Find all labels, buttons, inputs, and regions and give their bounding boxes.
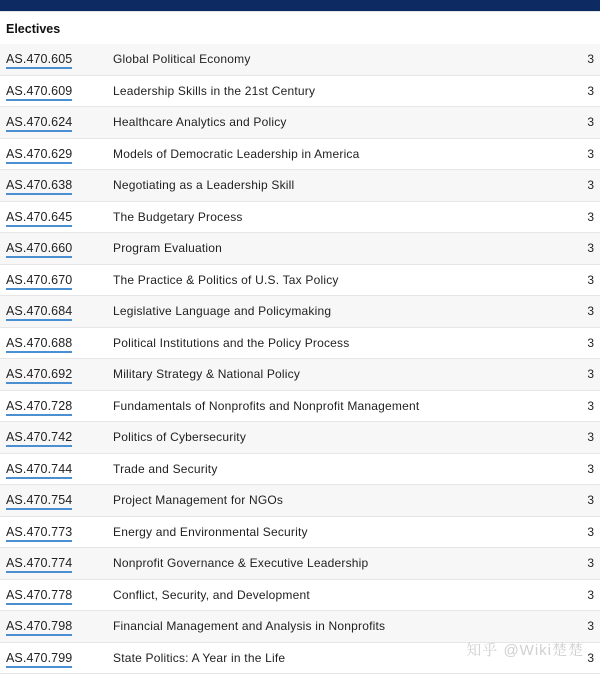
section-heading [0,12,600,46]
course-credits: 3 [587,115,594,130]
course-credits: 3 [587,272,594,287]
course-code-cell [0,210,108,224]
course-title: Conflict, Security, and Development [113,587,310,602]
course-code-link[interactable]: AS.470.799 [6,651,72,668]
course-code-cell [0,525,108,539]
course-credits: 3 [587,556,594,571]
course-credits: 3 [587,178,594,193]
course-code-link[interactable]: AS.470.742 [6,430,72,447]
section-heading-label: Electives [6,21,61,36]
table-row [0,170,600,202]
course-code-cell [0,588,108,602]
course-code-link[interactable]: AS.470.638 [6,178,72,195]
course-title: The Budgetary Process [113,209,243,224]
course-credits: 3 [587,52,594,67]
table-row [0,548,600,580]
table-row [0,391,600,423]
course-credits: 3 [587,619,594,634]
course-credits: 3 [587,587,594,602]
course-code-cell [0,304,108,318]
course-title: Models of Democratic Leadership in America [113,146,360,161]
course-credits: 3 [587,524,594,539]
course-table [0,44,600,674]
course-title: Political Institutions and the Policy Process [113,335,350,350]
course-code-link[interactable]: AS.470.660 [6,241,72,258]
course-title: Energy and Environmental Security [113,524,308,539]
course-code-link[interactable]: AS.470.778 [6,588,72,605]
course-code-cell [0,556,108,570]
table-row [0,485,600,517]
course-code-cell [0,367,108,381]
course-code-link[interactable]: AS.470.692 [6,367,72,384]
table-row [0,517,600,549]
course-code-link[interactable]: AS.470.744 [6,462,72,479]
course-code-link[interactable]: AS.470.684 [6,304,72,321]
course-credits: 3 [587,493,594,508]
course-title: Military Strategy & National Policy [113,367,301,382]
course-credits: 3 [587,398,594,413]
course-title: Financial Management and Analysis in Nonprofits [113,619,386,634]
course-code-cell [0,399,108,413]
top-bar [0,0,600,12]
course-code-cell [0,178,108,192]
course-credits: 3 [587,430,594,445]
table-row [0,139,600,171]
table-row [0,202,600,234]
course-title: Program Evaluation [113,241,222,256]
course-title: Project Management for NGOs [113,493,284,508]
course-code-link[interactable]: AS.470.773 [6,525,72,542]
course-code-cell [0,651,108,665]
course-code-cell [0,462,108,476]
course-title: Global Political Economy [113,52,251,67]
table-row [0,44,600,76]
table-row [0,580,600,612]
course-code-link[interactable]: AS.470.774 [6,556,72,573]
table-row [0,265,600,297]
course-title: Trade and Security [113,461,218,476]
table-row [0,359,600,391]
course-title: Legislative Language and Policymaking [113,304,332,319]
course-title: Fundamentals of Nonprofits and Nonprofit Management [113,398,420,413]
course-credits: 3 [587,146,594,161]
course-code-cell [0,115,108,129]
course-credits: 3 [587,367,594,382]
course-code-link[interactable]: AS.470.688 [6,336,72,353]
course-code-link[interactable]: AS.470.728 [6,399,72,416]
course-code-link[interactable]: AS.470.754 [6,493,72,510]
course-title: Healthcare Analytics and Policy [113,115,287,130]
course-credits: 3 [587,335,594,350]
course-title: State Politics: A Year in the Life [113,650,286,665]
watermark: 知乎 @Wiki楚楚 [466,642,584,659]
table-row [0,76,600,108]
course-code-link[interactable]: AS.470.798 [6,619,72,636]
table-row [0,422,600,454]
course-code-cell [0,273,108,287]
course-code-cell [0,52,108,66]
course-code-link[interactable]: AS.470.624 [6,115,72,132]
table-row [0,296,600,328]
table-row [0,454,600,486]
table-row [0,328,600,360]
course-code-cell [0,430,108,444]
course-code-link[interactable]: AS.470.609 [6,84,72,101]
course-title: The Practice & Politics of U.S. Tax Policy [113,272,339,287]
course-code-link[interactable]: AS.470.629 [6,147,72,164]
course-code-cell [0,147,108,161]
course-code-link[interactable]: AS.470.605 [6,52,72,69]
course-credits: 3 [587,209,594,224]
course-code-cell [0,336,108,350]
course-credits: 3 [587,83,594,98]
course-credits: 3 [587,650,594,665]
course-title: Politics of Cybersecurity [113,430,247,445]
course-title: Nonprofit Governance & Executive Leadership [113,556,369,571]
table-row [0,107,600,139]
course-credits: 3 [587,304,594,319]
course-credits: 3 [587,461,594,476]
course-code-cell [0,84,108,98]
course-title: Negotiating as a Leadership Skill [113,178,295,193]
course-code-link[interactable]: AS.470.670 [6,273,72,290]
table-row [0,611,600,643]
course-credits: 3 [587,241,594,256]
table-row [0,233,600,265]
course-code-cell [0,241,108,255]
course-code-cell [0,493,108,507]
course-code-cell [0,619,108,633]
course-code-link[interactable]: AS.470.645 [6,210,72,227]
course-title: Leadership Skills in the 21st Century [113,83,316,98]
